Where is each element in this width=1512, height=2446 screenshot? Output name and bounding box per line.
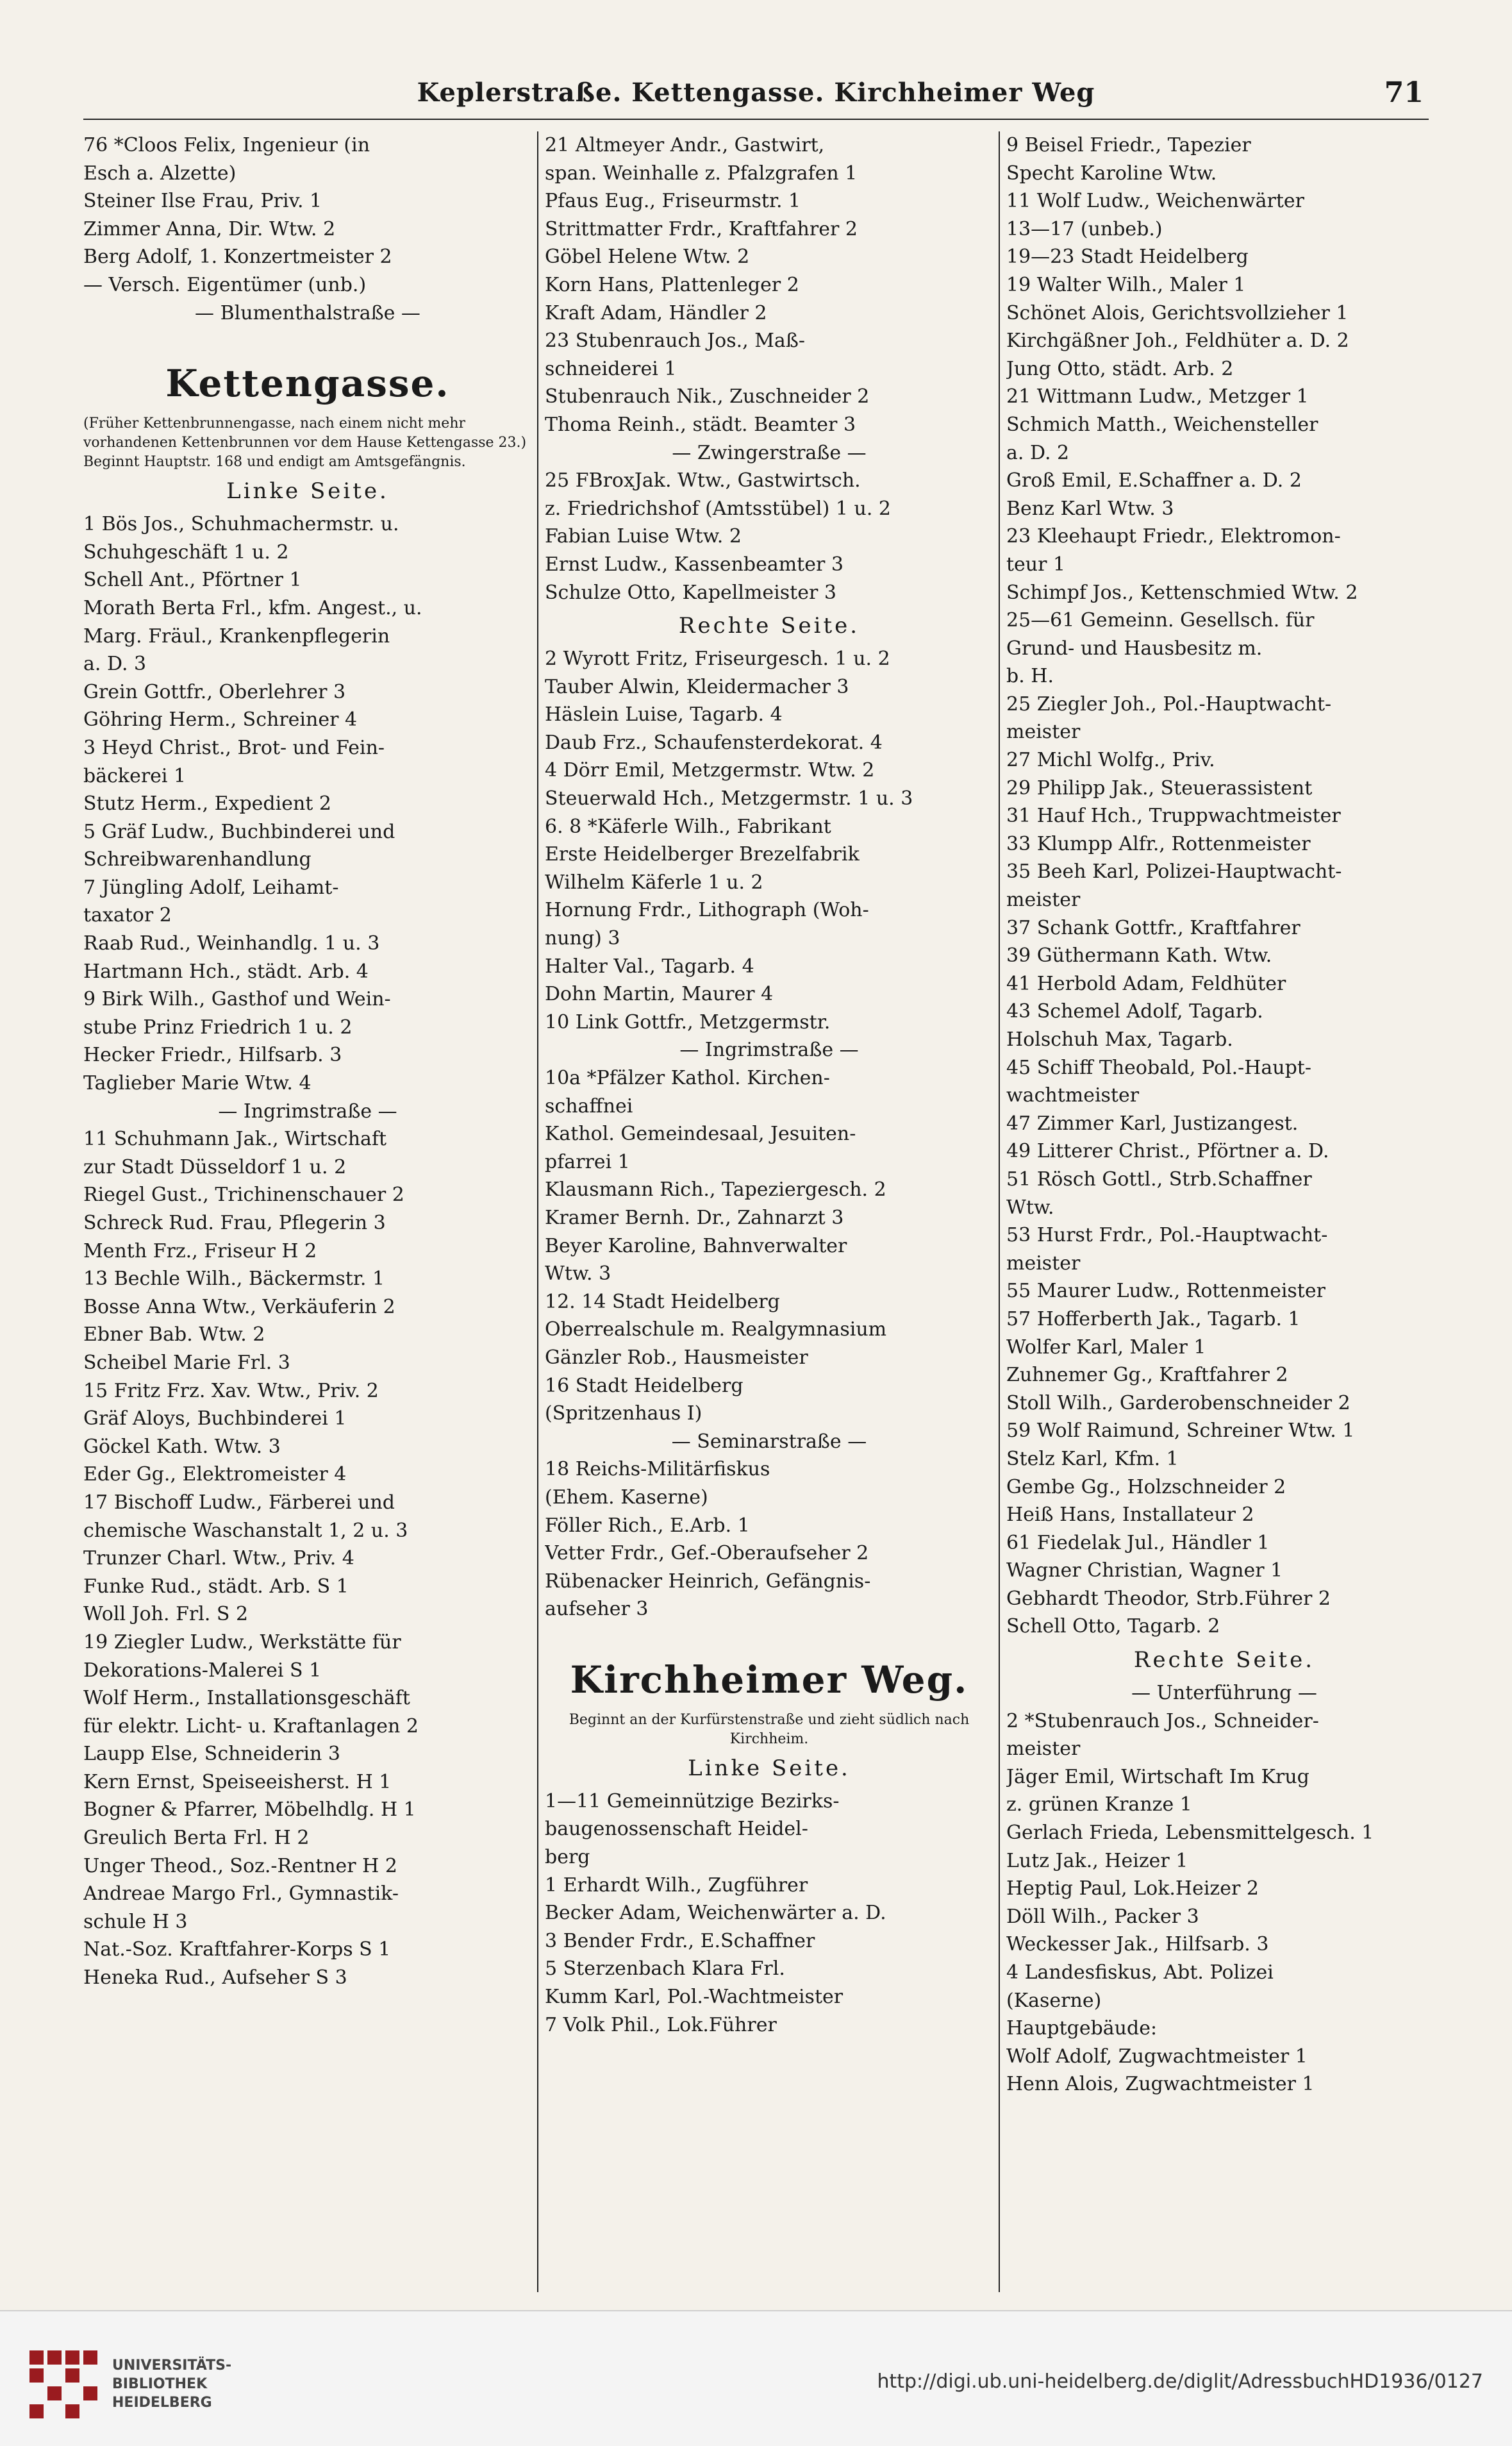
directory-entry: 6. 8 *Käferle Wilh., Fabrikant [545,815,831,838]
directory-entry: Menth Frz., Friseur H 2 [83,1239,317,1262]
directory-entry: Scheibel Marie Frl. 3 [83,1351,290,1374]
directory-entry: Schmich Matth., Weichensteller [1006,413,1318,436]
directory-entry: Zimmer Anna, Dir. Wtw. 2 [83,217,336,240]
street-note: Beginnt Hauptstr. 168 und endigt am Amtsgefängnis. [83,454,466,471]
directory-entry: 61 Fiedelak Jul., Händler 1 [1006,1531,1270,1554]
cross-street-marker: — Zwingerstraße — [672,441,867,464]
directory-entry: Stoll Wilh., Garderobenschneider 2 [1006,1391,1350,1414]
directory-entry: Riegel Gust., Trichinenschauer 2 [83,1184,404,1207]
directory-entry: Heptig Paul, Lok.Heizer 2 [1006,1877,1259,1900]
directory-entry: Ernst Ludw., Kassenbeamter 3 [545,553,843,576]
directory-entry: 3 Heyd Christ., Brot- und Fein- [83,736,385,759]
directory-entry: Marg. Fräul., Krankenpflegerin [83,624,390,648]
section-heading: Linke Seite. [226,478,389,505]
directory-entry: 2 *Stubenrauch Jos., Schneider- [1006,1709,1319,1732]
directory-entry: Tauber Alwin, Kleidermacher 3 [545,675,849,698]
directory-entry: 39 Güthermann Kath. Wtw. [1006,944,1272,968]
section-heading: Rechte Seite. [1133,1647,1315,1673]
directory-entry: 21 Wittmann Ludw., Metzger 1 [1006,385,1309,408]
directory-entry: 57 Hofferberth Jak., Tagarb. 1 [1006,1307,1300,1330]
cross-street-marker: — Blumenthalstraße — [195,301,420,324]
page-number: 71 [1384,76,1424,109]
directory-entry: Dohn Martin, Maurer 4 [545,983,774,1006]
directory-entry: 19 Ziegler Ludw., Werkstätte für [83,1630,401,1654]
street-heading: Kettengasse. [165,362,450,406]
directory-entry: b. H. [1006,665,1054,688]
directory-entry: z. grünen Kranze 1 [1006,1793,1192,1816]
directory-entry: 13—17 (unbeb.) [1006,217,1163,240]
directory-entry: 11 Schuhmann Jak., Wirtschaft [83,1128,387,1151]
directory-entry: 37 Schank Gottfr., Kraftfahrer [1006,916,1300,939]
directory-entry: Gänzler Rob., Hausmeister [545,1346,808,1369]
directory-entry: 18 Reichs-Militärfiskus [545,1458,770,1481]
directory-entry: meister [1006,889,1081,912]
directory-entry: Korn Hans, Plattenleger 2 [545,273,799,296]
directory-entry: Kirchgäßner Joh., Feldhüter a. D. 2 [1006,330,1349,353]
directory-entry: Heneka Rud., Aufseher S 3 [83,1966,347,1989]
directory-entry: meister [1006,721,1081,744]
directory-entry: Kern Ernst, Speiseeisherst. H 1 [83,1770,392,1793]
library-name [112,2356,231,2412]
directory-entry: Hartmann Hch., städt. Arb. 4 [83,960,369,983]
directory-entry: 29 Philipp Jak., Steuerassistent [1006,776,1313,800]
directory-entry: Taglieber Marie Wtw. 4 [83,1072,312,1095]
directory-entry: Woll Joh. Frl. S 2 [83,1603,249,1626]
street-note: (Früher Kettenbrunnengasse, nach einem nicht mehr vorhandenen Kettenbrunnen vor dem Hause Kettengasse 23.) [83,415,527,451]
directory-entry: Unger Theod., Soz.-Rentner H 2 [83,1854,397,1877]
directory-entry: Stelz Karl, Kfm. 1 [1006,1447,1179,1470]
directory-entry: Schulze Otto, Kapellmeister 3 [545,581,836,604]
directory-entry: 13 Bechle Wilh., Bäckermstr. 1 [83,1268,385,1291]
directory-entry: 10 Link Gottfr., Metzgermstr. [545,1010,831,1034]
directory-entry: 21 Altmeyer Andr., Gastwirt, [545,134,825,156]
directory-entry: Specht Karoline Wtw. [1006,162,1217,185]
library-name-line: BIBLIOTHEK [112,2376,208,2392]
cross-street-marker: — Ingrimstraße — [679,1039,859,1062]
directory-entry: Andreae Margo Frl., Gymnastik- [83,1882,399,1906]
directory-entry: a. D. 2 [1006,441,1070,464]
spacer [83,327,532,353]
directory-entry: 15 Fritz Frz. Xav. Wtw., Priv. 2 [83,1379,379,1402]
library-name-line: UNIVERSITÄTS- [112,2358,232,2374]
directory-entry: 41 Herbold Adam, Feldhüter [1006,972,1286,995]
directory-entry: Föller Rich., E.Arb. 1 [545,1514,750,1537]
directory-entry: Steuerwald Hch., Metzgermstr. 1 u. 3 [545,787,913,810]
cross-street-marker: — Seminarstraße — [671,1430,867,1453]
street-heading: Kirchheimer Weg. [570,1657,968,1702]
directory-entry: Rübenacker Heinrich, Gefängnis- [545,1570,871,1593]
directory-entry: — Versch. Eigentümer (unb.) [83,273,367,296]
directory-entry: meister [1006,1252,1081,1275]
directory-entry: pfarrei 1 [545,1150,630,1173]
directory-entry: Vetter Frdr., Gef.-Oberaufseher 2 [545,1542,869,1565]
directory-entry: Greulich Berta Frl. H 2 [83,1827,310,1850]
directory-entry: Göhring Herm., Schreiner 4 [83,708,358,732]
section-heading: Rechte Seite. [678,613,860,639]
directory-entry: Wolfer Karl, Maler 1 [1006,1336,1206,1359]
directory-entry: 76 *Cloos Felix, Ingenieur (in [83,134,370,156]
directory-entry: 43 Schemel Adolf, Tagarb. [1006,1000,1263,1023]
directory-entry: Bosse Anna Wtw., Verkäuferin 2 [83,1295,395,1318]
directory-entry: Gräf Aloys, Buchbinderei 1 [83,1407,347,1430]
directory-entry: Daub Frz., Schaufensterdekorat. 4 [545,731,883,754]
directory-entry: Thoma Reinh., städt. Beamter 3 [545,413,856,436]
directory-entry: 5 Sterzenbach Klara Frl. [545,1957,785,1981]
directory-entry: Funke Rud., städt. Arb. S 1 [83,1575,349,1598]
directory-entry: Erste Heidelberger Brezelfabrik [545,843,860,866]
directory-entry: Holschuh Max, Tagarb. [1006,1028,1233,1051]
cross-street-marker: — Unterführung — [1131,1682,1317,1705]
directory-entry: Ebner Bab. Wtw. 2 [83,1323,265,1346]
directory-entry: Stubenrauch Nik., Zuschneider 2 [545,385,870,408]
directory-entry: Schuhgeschäft 1 u. 2 [83,540,289,564]
directory-entry: Kathol. Gemeindesaal, Jesuiten- [545,1123,856,1146]
directory-entry: Kramer Bernh. Dr., Zahnarzt 3 [545,1206,844,1229]
directory-entry: z. Friedrichshof (Amtsstübel) 1 u. 2 [545,497,891,520]
directory-entry: 33 Klumpp Alfr., Rottenmeister [1006,832,1311,855]
directory-entry: Steiner Ilse Frau, Priv. 1 [83,190,322,213]
directory-entry: 53 Hurst Frdr., Pol.-Hauptwacht- [1006,1224,1328,1247]
directory-entry: Göbel Helene Wtw. 2 [545,246,750,269]
directory-entry: Jung Otto, städt. Arb. 2 [1006,357,1234,380]
directory-entry: Esch a. Alzette) [83,162,237,185]
directory-entry: a. D. 3 [83,653,147,676]
directory-entry: 23 Kleehaupt Friedr., Elektromon- [1006,525,1341,548]
directory-entry: Döll Wilh., Packer 3 [1006,1905,1199,1928]
directory-entry: 25 Ziegler Joh., Pol.-Hauptwacht- [1006,692,1332,716]
column-divider [999,131,1000,2292]
directory-entry: 9 Beisel Friedr., Tapezier [1006,134,1251,156]
directory-entry: 9 Birk Wilh., Gasthof und Wein- [83,988,391,1011]
directory-entry: 49 Litterer Christ., Pförtner a. D. [1006,1140,1329,1163]
directory-entry: Halter Val., Tagarb. 4 [545,955,754,978]
directory-entry: berg [545,1846,590,1869]
directory-entry: Groß Emil, E.Schaffner a. D. 2 [1006,469,1302,492]
directory-entry: 2 Wyrott Fritz, Friseurgesch. 1 u. 2 [545,648,890,671]
directory-entry: Pfaus Eug., Friseurmstr. 1 [545,190,801,213]
directory-entry: 10a *Pfälzer Kathol. Kirchen- [545,1067,830,1089]
directory-entry: 1 Bös Jos., Schuhmachermstr. u. [83,513,399,536]
section-heading: Linke Seite. [688,1755,851,1781]
directory-entry: teur 1 [1006,553,1066,576]
spacer [545,1623,993,1649]
directory-entry: Gembe Gg., Holzschneider 2 [1006,1475,1286,1498]
column-2 [545,131,993,2292]
directory-entry: (Kaserne) [1006,1989,1102,2012]
street-note: Beginnt an der Kurfürstenstraße und zieht südlich nach Kirchheim. [569,1711,970,1747]
directory-entry: Göckel Kath. Wtw. 3 [83,1435,281,1458]
directory-entry: Fabian Luise Wtw. 2 [545,525,742,548]
directory-entry: Benz Karl Wtw. 3 [1006,497,1174,520]
directory-entry: 7 Volk Phil., Lok.Führer [545,2013,777,2036]
directory-entry: 3 Bender Frdr., E.Schaffner [545,1929,815,1952]
directory-entry: Kraft Adam, Händler 2 [545,301,767,324]
directory-entry: bäckerei 1 [83,764,187,787]
directory-entry: Nat.-Soz. Kraftfahrer-Korps S 1 [83,1938,391,1961]
directory-entry: 25 FBroxJak. Wtw., Gastwirtsch. [545,469,861,492]
directory-entry: 7 Jüngling Adolf, Leihamt- [83,876,339,899]
directory-entry: 51 Rösch Gottl., Strb.Schaffner [1006,1168,1312,1191]
directory-entry: Gerlach Frieda, Lebensmittelgesch. 1 [1006,1822,1374,1845]
directory-entry: Bogner & Pfarrer, Möbelhdlg. H 1 [83,1798,416,1822]
directory-entry: 31 Hauf Hch., Truppwachtmeister [1006,805,1341,828]
directory-entry: Beyer Karoline, Bahnverwalter [545,1234,847,1257]
directory-entry: Wtw. 3 [545,1262,611,1286]
directory-entry: taxator 2 [83,904,172,927]
directory-entry: 47 Zimmer Karl, Justizangest. [1006,1112,1299,1135]
directory-entry: (Ehem. Kaserne) [545,1486,708,1509]
directory-entry: stube Prinz Friedrich 1 u. 2 [83,1016,353,1039]
column-1 [83,131,532,2292]
directory-entry: schaffnei [545,1094,633,1118]
page-header [83,74,1429,120]
directory-entry: 27 Michl Wolfg., Priv. [1006,749,1215,772]
directory-entry: baugenossenschaft Heidel- [545,1818,808,1841]
directory-entry: Hauptgebäude: [1006,2017,1158,2040]
directory-entry: 25—61 Gemeinn. Gesellsch. für [1006,609,1315,632]
directory-entry: Berg Adolf, 1. Konzertmeister 2 [83,246,392,269]
column-3 [1006,131,1442,2292]
column-divider [537,131,538,2292]
university-library-logo-icon [26,2347,103,2424]
directory-entry: Schreibwarenhandlung [83,848,312,871]
directory-entry: Kumm Karl, Pol.-Wachtmeister [545,1986,843,2009]
directory-entry: Henn Alois, Zugwachtmeister 1 [1006,2073,1315,2096]
directory-entry: Schimpf Jos., Kettenschmied Wtw. 2 [1006,581,1358,604]
directory-entry: Hornung Frdr., Lithograph (Woh- [545,899,869,922]
directory-entry: 5 Gräf Ludw., Buchbinderei und [83,820,395,843]
directory-entry: Schell Otto, Tagarb. 2 [1006,1615,1220,1638]
directory-entry: 1—11 Gemeinnützige Bezirks- [545,1789,840,1813]
directory-entry: zur Stadt Düsseldorf 1 u. 2 [83,1155,347,1178]
directory-entry: Gebhardt Theodor, Strb.Führer 2 [1006,1587,1331,1610]
directory-entry: 12. 14 Stadt Heidelberg [545,1290,780,1313]
directory-entry: 4 Dörr Emil, Metzgermstr. Wtw. 2 [545,759,875,782]
directory-entry: wachtmeister [1006,1084,1140,1107]
directory-entry: Wtw. [1006,1196,1054,1219]
viewer-footer [0,2310,1512,2446]
directory-entry: Eder Gg., Elektromeister 4 [83,1463,347,1486]
directory-entry: Lutz Jak., Heizer 1 [1006,1849,1188,1872]
directory-entry: Hecker Friedr., Hilfsarb. 3 [83,1044,342,1067]
directory-entry: meister [1006,1738,1081,1761]
directory-entry: Wagner Christian, Wagner 1 [1006,1559,1283,1582]
directory-entry: 55 Maurer Ludw., Rottenmeister [1006,1280,1325,1303]
directory-entry: Wilhelm Käferle 1 u. 2 [545,871,763,894]
directory-entry: Grein Gottfr., Oberlehrer 3 [83,680,346,703]
directory-entry: schneiderei 1 [545,357,677,380]
source-url-link[interactable]: http://digi.ub.uni-heidelberg.de/diglit/AdressbuchHD1936/0127 [877,2370,1483,2393]
directory-entry: Schreck Rud. Frau, Pflegerin 3 [83,1212,386,1234]
directory-entry: Schönet Alois, Gerichtsvollzieher 1 [1006,301,1349,324]
directory-entry: Oberrealschule m. Realgymnasium [545,1318,887,1341]
directory-entry: nung) 3 [545,927,620,950]
directory-entry: für elektr. Licht- u. Kraftanlagen 2 [83,1714,419,1738]
directory-entry: 19—23 Stadt Heidelberg [1006,246,1249,269]
directory-entry: 1 Erhardt Wilh., Zugführer [545,1873,808,1897]
directory-entry: Stutz Herm., Expedient 2 [83,792,331,816]
directory-entry: 16 Stadt Heidelberg [545,1374,744,1397]
directory-entry: Wolf Adolf, Zugwachtmeister 1 [1006,2045,1308,2068]
directory-entry: Schell Ant., Pförtner 1 [83,569,302,592]
page-title: Keplerstraße. Kettengasse. Kirchheimer Weg [417,78,1095,108]
directory-entry: Trunzer Charl. Wtw., Priv. 4 [83,1547,354,1570]
directory-entry: 35 Beeh Karl, Polizei-Hauptwacht- [1006,860,1342,884]
directory-entry: schule H 3 [83,1910,188,1933]
directory-entry: 45 Schiff Theobald, Pol.-Haupt- [1006,1056,1312,1079]
directory-entry: span. Weinhalle z. Pfalzgrafen 1 [545,162,858,185]
directory-entry: Wolf Herm., Installationsgeschäft [83,1687,410,1710]
directory-entry: Grund- und Hausbesitz m. [1006,637,1263,660]
directory-entry: Heiß Hans, Installateur 2 [1006,1504,1254,1527]
directory-entry: chemische Waschanstalt 1, 2 u. 3 [83,1519,408,1542]
directory-entry: (Spritzenhaus I) [545,1402,702,1425]
directory-entry: Häslein Luise, Tagarb. 4 [545,703,783,726]
directory-entry: Becker Adam, Weichenwärter a. D. [545,1902,886,1925]
directory-entry: 59 Wolf Raimund, Schreiner Wtw. 1 [1006,1420,1355,1443]
directory-entry: Morath Berta Frl., kfm. Angest., u. [83,596,422,619]
directory-entry: 23 Stubenrauch Jos., Maß- [545,330,805,353]
directory-entry: Strittmatter Frdr., Kraftfahrer 2 [545,217,858,240]
directory-entry: Laupp Else, Schneiderin 3 [83,1743,340,1766]
directory-entry: 11 Wolf Ludw., Weichenwärter [1006,190,1304,213]
directory-entry: Klausmann Rich., Tapeziergesch. 2 [545,1178,886,1202]
directory-entry: 4 Landesfiskus, Abt. Polizei [1006,1961,1274,1984]
library-name-line: HEIDELBERG [112,2395,212,2411]
directory-entry: Weckesser Jak., Hilfsarb. 3 [1006,1933,1269,1956]
directory-entry: Jäger Emil, Wirtschaft Im Krug [1006,1765,1309,1788]
directory-entry: 19 Walter Wilh., Maler 1 [1006,273,1246,296]
directory-entry: aufseher 3 [545,1598,649,1621]
directory-entry: 17 Bischoff Ludw., Färberei und [83,1491,395,1514]
directory-entry: Zuhnemer Gg., Kraftfahrer 2 [1006,1364,1288,1387]
directory-entry: Dekorations-Malerei S 1 [83,1659,322,1682]
cross-street-marker: — Ingrimstraße — [218,1100,397,1123]
directory-entry: Raab Rud., Weinhandlg. 1 u. 3 [83,932,380,955]
